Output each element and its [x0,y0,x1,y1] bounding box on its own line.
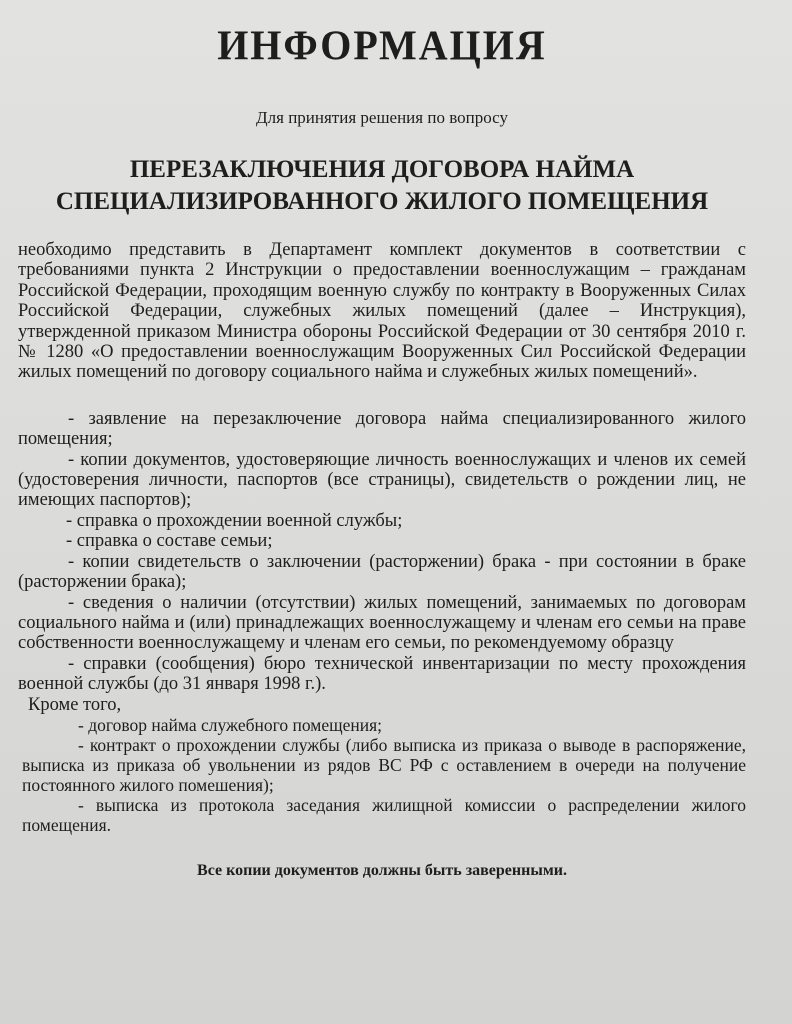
list-item: - контракт о прохождении службы (либо выписка из приказа о выводе в распоряжение, выписка из приказа об увольнении из рядов ВС РФ с оставлением в очереди на получение постоянного жилого помешения); [22,734,746,795]
document-heading [18,154,746,218]
document-title: ИНФОРМАЦИЯ [217,21,547,70]
list-item: - выписка из протокола заседания жилищной комиссии о распределении жилого помещения. [22,794,746,835]
list-item: - справка о прохождении военной службы; [66,510,403,531]
list-item: - копии документов, удостоверяющие личность военнослужащих и членов их семей (удостоверения личности, паспортов (все страницы), свидетельств о рождении лиц, не имеющих паспортов); [18,449,746,511]
document-subtitle: Для принятия решения по вопросу [256,108,508,127]
list-item: - справка о составе семьи; [66,531,273,552]
list-item: - заявление на перезаключение договора найма специализированного жилого помещения; [18,408,746,450]
list-item: - сведения о наличии (отсутствии) жилых помещений, занимаемых по договорам социального найма и (или) принадлежащих военнослужащему и членам его семьи на праве собственности военнослужащему и членам его семьи, по рекомендуемому образцу [18,592,746,654]
additional-documents-list [18,715,746,835]
list-item: - справки (сообщения) бюро технической инвентаризации по месту прохождения военной службы (до 31 января 1998 г.). [18,653,746,695]
certification-note: Все копии документов должны быть заверенными. [197,861,567,879]
also-label: Кроме того, [28,694,122,715]
required-documents-list [18,409,746,695]
list-item: - договор найма служебного помещения; [78,714,383,735]
intro-paragraph: необходимо представить в Департамент комплект документов в соответствии с требованиями пункта 2 Инструкции о предоставлении военнослужащим – гражданам Российской Федерации, проходящим военную службу по контракту в Вооруженных Силах Российской Федерации, служебных жилых помещений (далее – Инструкция), утвержденной приказом Министра обороны Российской Федерации от 30 сентября 2010 г. № 1280 «О предоставлении военнослужащим Вооруженных Сил Российской Федерации жилых помещений по договору социального найма и служебных жилых помещений». [18,240,746,383]
heading-line-1: ПЕРЕЗАКЛЮЧЕНИЯ ДОГОВОРА НАЙМА [129,156,635,183]
list-item: - копии свидетельств о заключении (расторжении) брака - при состоянии в браке (расторжении брака); [18,551,746,593]
heading-line-2: СПЕЦИАЛИЗИРОВАННОГО ЖИЛОГО ПОМЕЩЕНИЯ [55,188,709,215]
